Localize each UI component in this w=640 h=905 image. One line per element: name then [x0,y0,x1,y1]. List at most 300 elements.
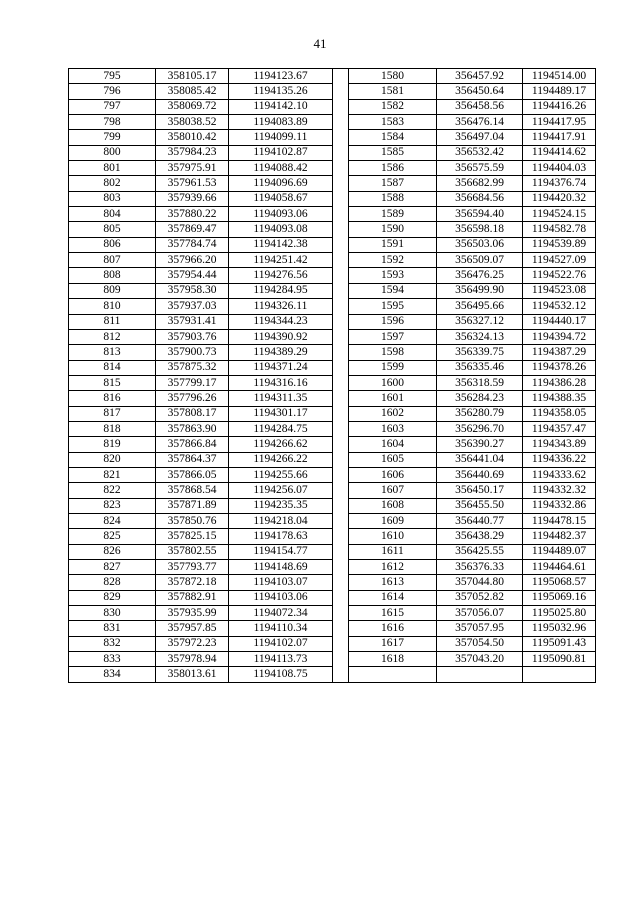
right-y-coordinate-cell: 1194522.76 [523,268,596,283]
left-y-coordinate-cell: 1194311.35 [229,391,333,406]
right-y-coordinate-cell: 1194394.72 [523,329,596,344]
right-y-coordinate-cell: 1195090.81 [523,652,596,667]
table-row [69,467,596,482]
left-x-coordinate-cell: 358013.61 [156,667,229,682]
right-y-coordinate-cell: 1194414.62 [523,145,596,160]
left-y-coordinate-cell: 1194096.69 [229,176,333,191]
table-row [69,69,596,84]
table-row [69,84,596,99]
left-point-number-cell: 811 [69,314,156,329]
right-point-number-cell: 1599 [349,360,437,375]
left-x-coordinate-cell: 357900.73 [156,345,229,360]
table-row [69,498,596,513]
column-separator [333,483,349,498]
column-separator [333,99,349,114]
left-x-coordinate-cell: 357825.15 [156,529,229,544]
table-row [69,375,596,390]
right-y-coordinate-cell [523,667,596,682]
left-y-coordinate-cell: 1194103.06 [229,590,333,605]
left-y-coordinate-cell: 1194276.56 [229,268,333,283]
left-point-number-cell: 819 [69,437,156,452]
right-point-number-cell [349,667,437,682]
left-x-coordinate-cell: 357975.91 [156,161,229,176]
right-x-coordinate-cell: 356499.90 [437,283,523,298]
column-separator [333,161,349,176]
left-point-number-cell: 822 [69,483,156,498]
right-point-number-cell: 1613 [349,575,437,590]
column-separator [333,467,349,482]
left-x-coordinate-cell: 357958.30 [156,283,229,298]
table-row [69,636,596,651]
left-point-number-cell: 824 [69,513,156,528]
left-point-number-cell: 831 [69,621,156,636]
left-x-coordinate-cell: 357868.54 [156,483,229,498]
column-separator [333,329,349,344]
right-y-coordinate-cell: 1194333.62 [523,467,596,482]
left-y-coordinate-cell: 1194142.38 [229,237,333,252]
left-x-coordinate-cell: 357871.89 [156,498,229,513]
right-y-coordinate-cell: 1195025.80 [523,606,596,621]
right-x-coordinate-cell: 356390.27 [437,437,523,452]
right-point-number-cell: 1604 [349,437,437,452]
column-separator [333,176,349,191]
column-separator [333,237,349,252]
right-x-coordinate-cell: 356495.66 [437,299,523,314]
left-x-coordinate-cell: 358010.42 [156,130,229,145]
left-x-coordinate-cell: 357966.20 [156,253,229,268]
left-y-coordinate-cell: 1194102.07 [229,636,333,651]
left-x-coordinate-cell: 357808.17 [156,406,229,421]
right-point-number-cell: 1610 [349,529,437,544]
right-x-coordinate-cell: 356457.92 [437,69,523,84]
left-y-coordinate-cell: 1194093.06 [229,207,333,222]
right-x-coordinate-cell: 356575.59 [437,161,523,176]
right-y-coordinate-cell: 1194378.26 [523,360,596,375]
left-y-coordinate-cell: 1194235.35 [229,498,333,513]
left-x-coordinate-cell: 357978.94 [156,652,229,667]
table-row [69,253,596,268]
left-point-number-cell: 810 [69,299,156,314]
left-y-coordinate-cell: 1194148.69 [229,560,333,575]
right-point-number-cell: 1608 [349,498,437,513]
right-y-coordinate-cell: 1195032.96 [523,621,596,636]
left-y-coordinate-cell: 1194110.34 [229,621,333,636]
left-y-coordinate-cell: 1194316.16 [229,375,333,390]
right-x-coordinate-cell: 356441.04 [437,452,523,467]
right-y-coordinate-cell: 1194332.32 [523,483,596,498]
left-point-number-cell: 800 [69,145,156,160]
table-row [69,345,596,360]
left-y-coordinate-cell: 1194266.62 [229,437,333,452]
left-x-coordinate-cell: 357784.74 [156,237,229,252]
right-x-coordinate-cell: 356509.07 [437,253,523,268]
right-y-coordinate-cell: 1194420.32 [523,191,596,206]
column-separator [333,421,349,436]
right-point-number-cell: 1589 [349,207,437,222]
column-separator [333,406,349,421]
left-point-number-cell: 821 [69,467,156,482]
left-x-coordinate-cell: 357802.55 [156,544,229,559]
right-y-coordinate-cell: 1195091.43 [523,636,596,651]
table-row [69,130,596,145]
right-point-number-cell: 1615 [349,606,437,621]
right-x-coordinate-cell: 356450.64 [437,84,523,99]
column-separator [333,498,349,513]
right-point-number-cell: 1594 [349,283,437,298]
left-y-coordinate-cell: 1194142.10 [229,99,333,114]
left-y-coordinate-cell: 1194390.92 [229,329,333,344]
column-separator [333,253,349,268]
left-y-coordinate-cell: 1194255.66 [229,467,333,482]
left-x-coordinate-cell: 357850.76 [156,513,229,528]
left-point-number-cell: 804 [69,207,156,222]
left-point-number-cell: 830 [69,606,156,621]
left-y-coordinate-cell: 1194344.23 [229,314,333,329]
right-point-number-cell: 1585 [349,145,437,160]
right-point-number-cell: 1602 [349,406,437,421]
right-y-coordinate-cell: 1194478.15 [523,513,596,528]
left-x-coordinate-cell: 357935.99 [156,606,229,621]
right-point-number-cell: 1582 [349,99,437,114]
table-row [69,621,596,636]
right-point-number-cell: 1611 [349,544,437,559]
left-y-coordinate-cell: 1194058.67 [229,191,333,206]
right-x-coordinate-cell: 357043.20 [437,652,523,667]
left-point-number-cell: 827 [69,560,156,575]
left-y-coordinate-cell: 1194284.95 [229,283,333,298]
table-row [69,544,596,559]
right-y-coordinate-cell: 1194532.12 [523,299,596,314]
right-x-coordinate-cell: 357057.95 [437,621,523,636]
column-separator [333,345,349,360]
left-point-number-cell: 801 [69,161,156,176]
right-point-number-cell: 1593 [349,268,437,283]
right-point-number-cell: 1603 [349,421,437,436]
left-x-coordinate-cell: 357866.84 [156,437,229,452]
right-x-coordinate-cell: 356335.46 [437,360,523,375]
column-separator [333,621,349,636]
table-row [69,652,596,667]
left-point-number-cell: 828 [69,575,156,590]
left-y-coordinate-cell: 1194251.42 [229,253,333,268]
right-point-number-cell: 1584 [349,130,437,145]
left-x-coordinate-cell: 358069.72 [156,99,229,114]
left-point-number-cell: 825 [69,529,156,544]
right-x-coordinate-cell: 356450.17 [437,483,523,498]
table-row [69,560,596,575]
column-separator [333,222,349,237]
table-row [69,176,596,191]
left-y-coordinate-cell: 1194072.34 [229,606,333,621]
right-y-coordinate-cell: 1194489.17 [523,84,596,99]
table-row [69,437,596,452]
left-y-coordinate-cell: 1194284.75 [229,421,333,436]
left-x-coordinate-cell: 357972.23 [156,636,229,651]
left-x-coordinate-cell: 357882.91 [156,590,229,605]
right-x-coordinate-cell: 357054.50 [437,636,523,651]
table-row [69,452,596,467]
right-x-coordinate-cell: 356425.55 [437,544,523,559]
right-y-coordinate-cell: 1194582.78 [523,222,596,237]
table-row [69,406,596,421]
left-x-coordinate-cell: 357954.44 [156,268,229,283]
table-row [69,191,596,206]
left-point-number-cell: 805 [69,222,156,237]
right-point-number-cell: 1596 [349,314,437,329]
right-x-coordinate-cell: 356458.56 [437,99,523,114]
left-x-coordinate-cell: 357957.85 [156,621,229,636]
left-point-number-cell: 812 [69,329,156,344]
table-row [69,513,596,528]
left-x-coordinate-cell: 357961.53 [156,176,229,191]
column-separator [333,115,349,130]
table-row [69,360,596,375]
left-y-coordinate-cell: 1194102.87 [229,145,333,160]
table-row [69,529,596,544]
left-point-number-cell: 823 [69,498,156,513]
left-point-number-cell: 826 [69,544,156,559]
left-y-coordinate-cell: 1194103.07 [229,575,333,590]
left-y-coordinate-cell: 1194108.75 [229,667,333,682]
right-y-coordinate-cell: 1194376.74 [523,176,596,191]
right-y-coordinate-cell: 1194336.22 [523,452,596,467]
left-y-coordinate-cell: 1194326.11 [229,299,333,314]
right-point-number-cell: 1587 [349,176,437,191]
right-y-coordinate-cell: 1194539.89 [523,237,596,252]
left-point-number-cell: 816 [69,391,156,406]
page-number: 41 [313,36,327,51]
left-point-number-cell: 832 [69,636,156,651]
table-row [69,606,596,621]
right-x-coordinate-cell [437,667,523,682]
column-separator [333,268,349,283]
column-separator [333,437,349,452]
left-x-coordinate-cell: 357872.18 [156,575,229,590]
right-y-coordinate-cell: 1195068.57 [523,575,596,590]
column-separator [333,452,349,467]
table-row [69,268,596,283]
left-point-number-cell: 818 [69,421,156,436]
left-point-number-cell: 809 [69,283,156,298]
left-y-coordinate-cell: 1194301.17 [229,406,333,421]
right-x-coordinate-cell: 356598.18 [437,222,523,237]
right-y-coordinate-cell: 1195069.16 [523,590,596,605]
column-separator [333,145,349,160]
left-point-number-cell: 833 [69,652,156,667]
right-point-number-cell: 1590 [349,222,437,237]
left-x-coordinate-cell: 357796.26 [156,391,229,406]
left-x-coordinate-cell: 357866.05 [156,467,229,482]
coordinates-table-body [69,69,596,683]
left-x-coordinate-cell: 357799.17 [156,375,229,390]
left-point-number-cell: 806 [69,237,156,252]
right-y-coordinate-cell: 1194417.91 [523,130,596,145]
right-point-number-cell: 1618 [349,652,437,667]
left-point-number-cell: 799 [69,130,156,145]
column-separator [333,529,349,544]
right-point-number-cell: 1614 [349,590,437,605]
column-separator [333,360,349,375]
right-point-number-cell: 1616 [349,621,437,636]
right-point-number-cell: 1580 [349,69,437,84]
right-point-number-cell: 1607 [349,483,437,498]
coordinates-table [68,68,596,683]
left-y-coordinate-cell: 1194256.07 [229,483,333,498]
right-point-number-cell: 1617 [349,636,437,651]
right-y-coordinate-cell: 1194440.17 [523,314,596,329]
right-point-number-cell: 1605 [349,452,437,467]
left-point-number-cell: 797 [69,99,156,114]
right-y-coordinate-cell: 1194332.86 [523,498,596,513]
right-x-coordinate-cell: 356318.59 [437,375,523,390]
table-row [69,237,596,252]
right-x-coordinate-cell: 356327.12 [437,314,523,329]
table-row [69,161,596,176]
left-y-coordinate-cell: 1194154.77 [229,544,333,559]
left-y-coordinate-cell: 1194088.42 [229,161,333,176]
table-row [69,115,596,130]
left-x-coordinate-cell: 357984.23 [156,145,229,160]
right-point-number-cell: 1612 [349,560,437,575]
left-x-coordinate-cell: 357864.37 [156,452,229,467]
left-point-number-cell: 803 [69,191,156,206]
left-point-number-cell: 815 [69,375,156,390]
table-row [69,283,596,298]
left-y-coordinate-cell: 1194123.67 [229,69,333,84]
column-separator [333,191,349,206]
right-y-coordinate-cell: 1194388.35 [523,391,596,406]
right-point-number-cell: 1592 [349,253,437,268]
table-row [69,590,596,605]
table-row [69,299,596,314]
right-point-number-cell: 1583 [349,115,437,130]
column-separator [333,652,349,667]
left-point-number-cell: 814 [69,360,156,375]
right-x-coordinate-cell: 356376.33 [437,560,523,575]
table-row [69,575,596,590]
table-row [69,391,596,406]
column-separator [333,299,349,314]
column-separator [333,575,349,590]
left-y-coordinate-cell: 1194266.22 [229,452,333,467]
left-x-coordinate-cell: 357793.77 [156,560,229,575]
left-x-coordinate-cell: 358105.17 [156,69,229,84]
column-separator [333,636,349,651]
column-separator [333,69,349,84]
left-x-coordinate-cell: 357869.47 [156,222,229,237]
table-row [69,314,596,329]
left-x-coordinate-cell: 357931.41 [156,314,229,329]
right-point-number-cell: 1597 [349,329,437,344]
left-y-coordinate-cell: 1194099.11 [229,130,333,145]
left-x-coordinate-cell: 357939.66 [156,191,229,206]
right-x-coordinate-cell: 357056.07 [437,606,523,621]
left-y-coordinate-cell: 1194178.63 [229,529,333,544]
right-y-coordinate-cell: 1194416.26 [523,99,596,114]
left-x-coordinate-cell: 358038.52 [156,115,229,130]
right-y-coordinate-cell: 1194417.95 [523,115,596,130]
right-x-coordinate-cell: 356296.70 [437,421,523,436]
table-row [69,99,596,114]
left-point-number-cell: 813 [69,345,156,360]
column-separator [333,391,349,406]
right-y-coordinate-cell: 1194404.03 [523,161,596,176]
left-y-coordinate-cell: 1194113.73 [229,652,333,667]
right-y-coordinate-cell: 1194523.08 [523,283,596,298]
left-y-coordinate-cell: 1194389.29 [229,345,333,360]
table-row [69,145,596,160]
left-x-coordinate-cell: 357863.90 [156,421,229,436]
left-point-number-cell: 807 [69,253,156,268]
column-separator [333,560,349,575]
right-x-coordinate-cell: 356532.42 [437,145,523,160]
table-row [69,207,596,222]
right-x-coordinate-cell: 357044.80 [437,575,523,590]
right-x-coordinate-cell: 356594.40 [437,207,523,222]
right-point-number-cell: 1600 [349,375,437,390]
left-x-coordinate-cell: 357875.32 [156,360,229,375]
right-x-coordinate-cell: 356455.50 [437,498,523,513]
right-x-coordinate-cell: 356476.25 [437,268,523,283]
right-x-coordinate-cell: 356280.79 [437,406,523,421]
left-point-number-cell: 802 [69,176,156,191]
table-row [69,421,596,436]
left-y-coordinate-cell: 1194135.26 [229,84,333,99]
right-y-coordinate-cell: 1194489.07 [523,544,596,559]
right-x-coordinate-cell: 356440.69 [437,467,523,482]
right-x-coordinate-cell: 356324.13 [437,329,523,344]
right-x-coordinate-cell: 356440.77 [437,513,523,528]
right-point-number-cell: 1581 [349,84,437,99]
left-point-number-cell: 795 [69,69,156,84]
left-point-number-cell: 817 [69,406,156,421]
left-x-coordinate-cell: 357880.22 [156,207,229,222]
table-row [69,667,596,682]
table-row [69,329,596,344]
column-separator [333,283,349,298]
right-y-coordinate-cell: 1194524.15 [523,207,596,222]
column-separator [333,375,349,390]
left-point-number-cell: 796 [69,84,156,99]
left-x-coordinate-cell: 358085.42 [156,84,229,99]
table-row [69,483,596,498]
right-point-number-cell: 1591 [349,237,437,252]
right-point-number-cell: 1586 [349,161,437,176]
left-y-coordinate-cell: 1194083.89 [229,115,333,130]
right-point-number-cell: 1601 [349,391,437,406]
left-y-coordinate-cell: 1194093.08 [229,222,333,237]
left-point-number-cell: 829 [69,590,156,605]
right-point-number-cell: 1609 [349,513,437,528]
left-y-coordinate-cell: 1194371.24 [229,360,333,375]
column-separator [333,667,349,682]
column-separator [333,130,349,145]
column-separator [333,314,349,329]
right-point-number-cell: 1588 [349,191,437,206]
right-y-coordinate-cell: 1194514.00 [523,69,596,84]
left-point-number-cell: 834 [69,667,156,682]
column-separator [333,544,349,559]
column-separator [333,84,349,99]
right-x-coordinate-cell: 356438.29 [437,529,523,544]
left-x-coordinate-cell: 357903.76 [156,329,229,344]
column-separator [333,207,349,222]
column-separator [333,606,349,621]
right-point-number-cell: 1595 [349,299,437,314]
left-y-coordinate-cell: 1194218.04 [229,513,333,528]
right-y-coordinate-cell: 1194482.37 [523,529,596,544]
right-x-coordinate-cell: 356497.04 [437,130,523,145]
